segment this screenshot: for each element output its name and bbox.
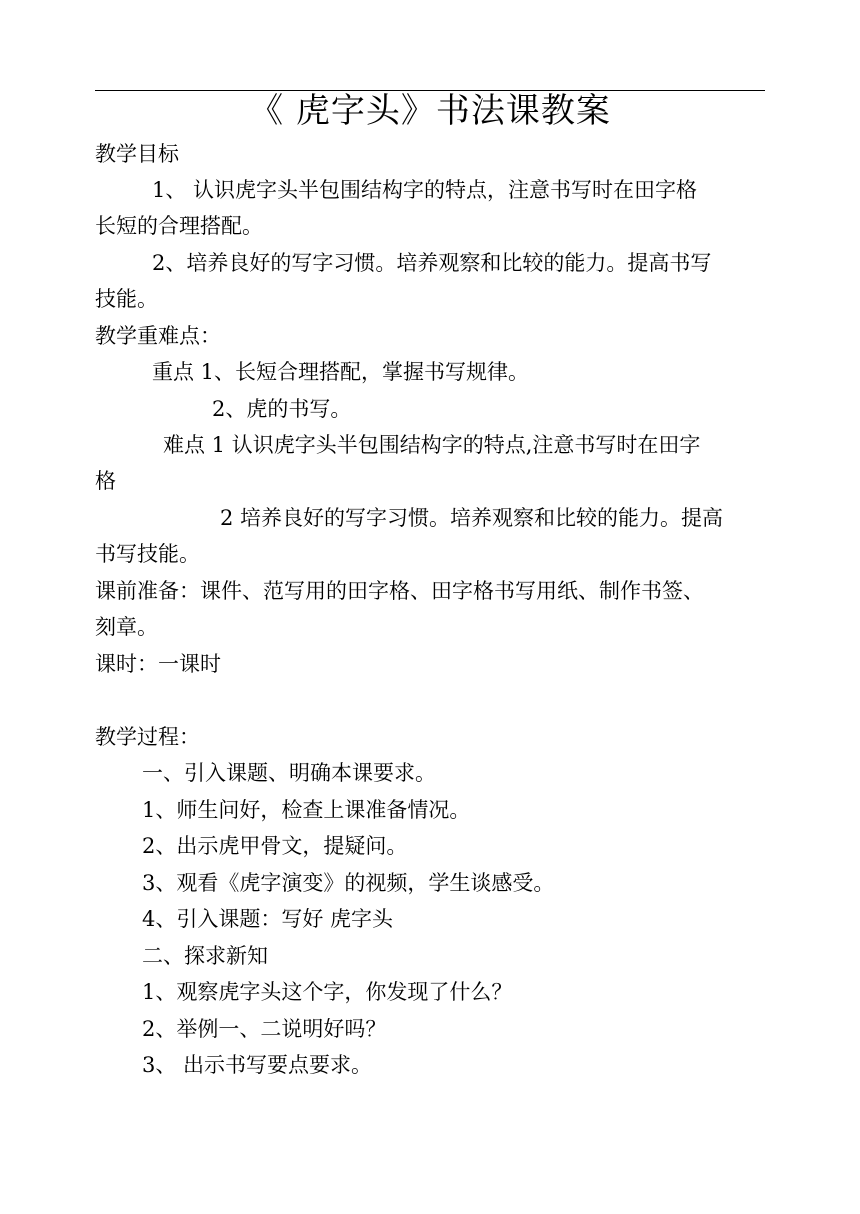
process-section-2: 二、探求新知 (142, 944, 268, 968)
difficulty-2-line-1: 2 培养良好的写字习惯。培养观察和比较的能力。提高 (220, 506, 724, 530)
key-points-heading: 教学重难点： (95, 324, 221, 348)
focus-point-2: 2、虎的书写。 (212, 397, 352, 421)
objective-2-line-1: 2、培养良好的写字习惯。培养观察和比较的能力。提高书写 (152, 251, 712, 275)
preparation-line-1: 课前准备：课件、范写用的田字格、田字格书写用纸、制作书签、 (95, 579, 704, 603)
focus-point-1: 重点 1、长短合理搭配，掌握书写规律。 (152, 360, 530, 384)
document-title: 《 虎字头》书法课教案 (249, 91, 611, 131)
objective-2-line-2: 技能。 (95, 287, 158, 311)
process-heading: 教学过程： (95, 725, 200, 749)
process-step: 1、师生问好，检查上课准备情况。 (142, 798, 471, 822)
process-step: 1、观察虎字头这个字，你发现了什么？ (142, 980, 513, 1004)
process-step: 3、观看《虎字演变》的视频，学生谈感受。 (142, 871, 555, 895)
objective-1-line-1: 1、 认识虎字头半包围结构字的特点，注意书写时在田字格 (152, 178, 698, 202)
difficulty-2-line-2: 书写技能。 (95, 542, 200, 566)
preparation-line-2: 刻章。 (95, 615, 158, 639)
process-step: 3、 出示书写要点要求。 (142, 1053, 373, 1077)
difficulty-1-line-2: 格 (95, 469, 116, 493)
duration: 课时：一课时 (95, 652, 221, 676)
process-step: 4、引入课题：写好 虎字头 (142, 907, 394, 931)
process-step: 2、出示虎甲骨文，提疑问。 (142, 834, 408, 858)
objectives-heading: 教学目标 (95, 142, 179, 166)
process-step: 2、举例一、二说明好吗？ (142, 1017, 387, 1041)
process-section-1: 一、引入课题、明确本课要求。 (142, 761, 436, 785)
difficulty-1-line-1: 难点 1 认识虎字头半包围结构字的特点,注意书写时在田字 (163, 433, 701, 457)
objective-1-line-2: 长短的合理搭配。 (95, 214, 263, 238)
